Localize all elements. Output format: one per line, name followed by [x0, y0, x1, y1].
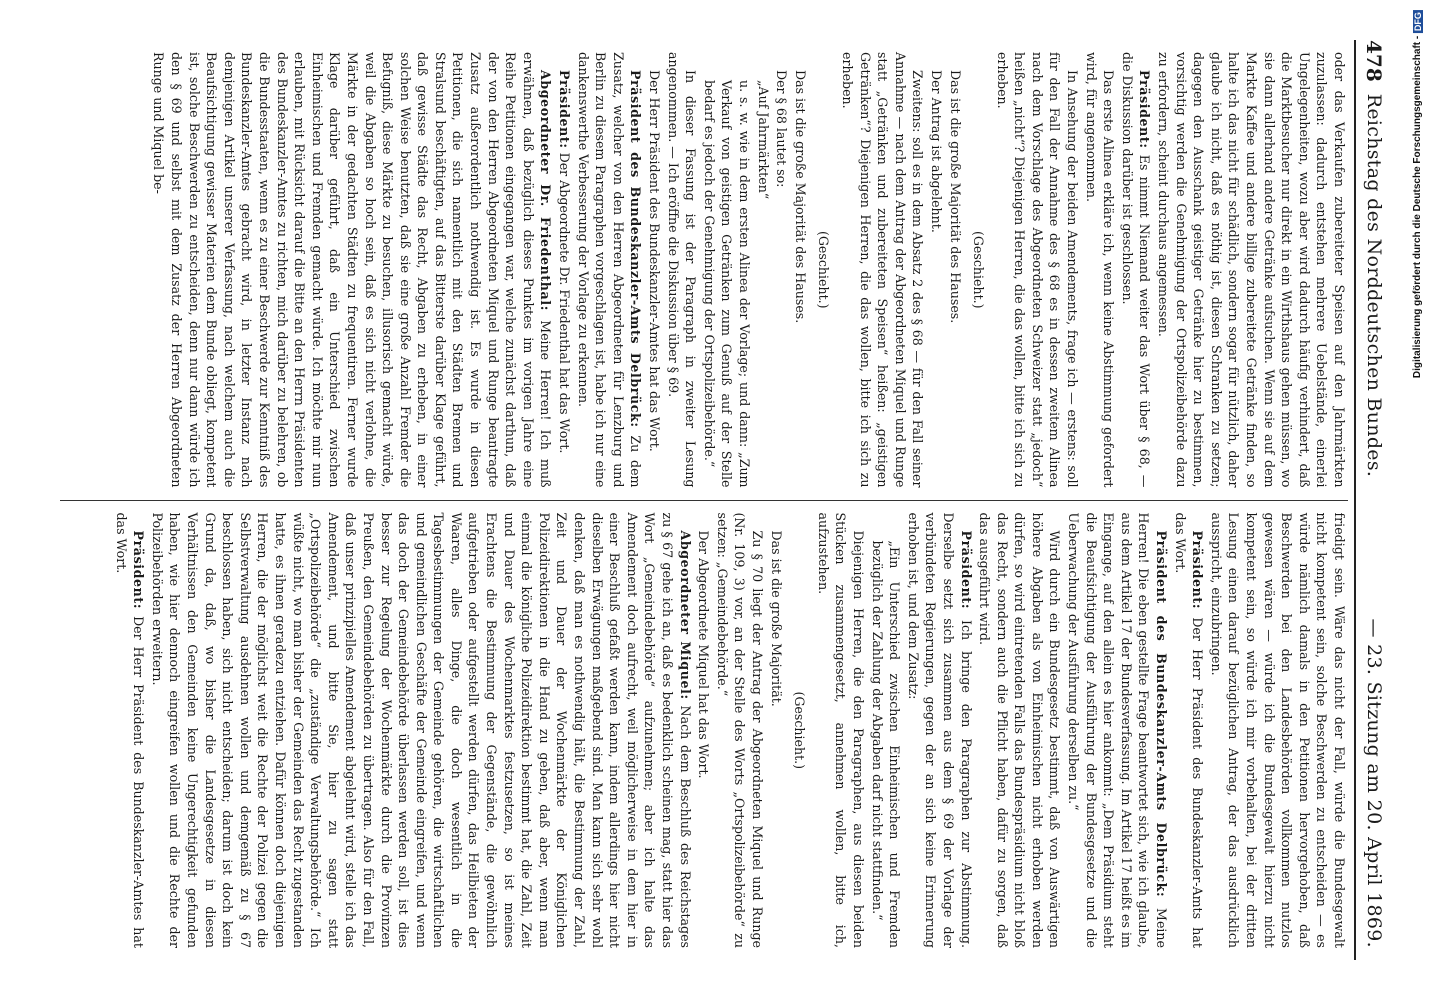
paragraph-text: Zweitens: soll es in dem Absatz 2 des § 68 — für den Fall seiner Annahme — nach dem Antrag der Abgeordneten Miquel und Runge statt „Getränken und zubereiteten Speisen“ heißen: „geistigen Getränken“? Diejenigen Herren, die das wollen, bitte ich sich zu erheben. — [839, 52, 926, 488]
paragraph — [1154, 52, 1348, 488]
paragraph-text: Der Herr Präsident des Bundeskanzler-Amtes hat das Wort. — [113, 512, 147, 948]
paragraph — [946, 52, 964, 488]
column-left — [60, 40, 1348, 500]
quoted-text — [868, 513, 903, 949]
paragraph-text: Zu § 70 liegt der Antrag der Abgeordneten Miquel und Runge (Nr. 109, 3) vor, an der Stelle des Worts „Ortspolizeibehörde“ zu setzen: „Gemeindebehörde.“ — [714, 512, 765, 948]
paragraph-text: Meine Herren! Die eben gestellte Frage beantwortet sich, wie ich glaube, aus dem Artikel 17 der Bundesverfassung. Im Artikel 17 heißt es im Eingange, auf den allein es hier ankommt: „Dem Präsidium steht die Beaufsichtigung der Ausführung der Bundesgesetze und die Ueberwachung der Ausführung derselben zu.“ — [1066, 512, 1170, 948]
paragraph — [574, 52, 644, 488]
paragraph-text: friedigt sein. Wäre das nicht der Fall, würde die Bundesgewalt nicht kompetent sein, solche Beschwerden zu entscheiden — es würde nämlich damals in den Petitionen hervorgehoben, daß Beschwerden bei den Landesbehörden vollkommen nutzlos gewesen wären — würde ich die Bundesgewalt hierzu nicht kompetent sein, so würde ich mir vorbehalten, bei der dritten Lesung einen darauf bezüglichen Antrag, der das ausdrücklich ausspricht, einzubringen. — [1208, 512, 1347, 948]
paragraph — [927, 52, 945, 488]
paragraph-text: Das erste Alinea erkläre ich, wenn keine Abstimmung gefordert wird, für angenommen. — [1083, 52, 1117, 488]
credit-label: Digitalisierung gefördert durch die Deutsche Forschungsgemeinschaft - — [1411, 35, 1423, 379]
paragraph — [767, 513, 785, 949]
paragraph-text: „Ein Unterschied zwischen Einheimischen und Fremden bezüglich der Zahlung der Abgaben darf nicht stattfinden.“ — [869, 540, 903, 948]
paragraph-text: (Geschieht.) — [792, 691, 808, 770]
paragraph-text: Der Abgeordnete Dr. Friedenthal hat das Wort. — [557, 152, 573, 454]
paragraph-text: (Geschieht.) — [971, 230, 987, 309]
paragraph — [555, 52, 573, 488]
paragraph — [713, 513, 766, 949]
stage-direction — [815, 52, 833, 488]
paragraph-text: Das ist die große Majorität des Hauses. — [947, 70, 963, 324]
speaker-name: Präsident: — [131, 530, 147, 610]
paragraph — [976, 513, 1064, 949]
paragraph — [148, 513, 693, 949]
paragraph-text: „Auf Jahrmärkten“ — [755, 80, 771, 200]
paragraph-text: Der Herr Präsident des Bundeskanzler-Amts hat das Wort. — [1172, 512, 1206, 948]
column-right — [60, 500, 1348, 961]
paragraph-text: Es nimmt Niemand weiter das Wort über § 68, — die Diskussion darüber ist geschlossen. — [1119, 52, 1153, 488]
paragraph-text: In dieser Fassung ist der Paragraph in zweiter Lesung angenommen. — Ich eröffne die Diskussion über § 69. — [665, 52, 699, 488]
speaker-name: Präsident: — [557, 70, 573, 149]
dfg-logo: DFG — [1412, 12, 1423, 31]
paragraph-text: Nach dem Beschluß des Reichstages zu § 67 gehe ich an, daß es bedenklich scheinen mag, statt hier das Wort „Gemeindebehörde“ aufzunehmen; aber ich halte das Amendement doch aufrecht, weil möglicherweise in dem hier in einer Beschluß gefaßt werden kann, indem allerdings hier nicht dieselben Erwägungen maßgebend sind. Man kann sich sehr wohl denken, daß man es nothwendig hält, die Bestimmung der Zahl, Zeit und Dauer der Wochenmärkte der Königlichen Polizeidirektionen in die Hand zu geben, daß aber, wenn man einmal die königliche Polizeidirektion bestimmt hat, die Zahl, Zeit und Dauer des Wochenmarktes festzusetzen, so ist meines Erachtens die Bestimmung der Gegenstände, die gewöhnlich aufgetrieben oder aufgestellt werden dürfen, das Heilbieten der Waaren, alles Dinge, die doch wesentlich in die Tagesbestimmungen der Gemeinde gehören, die wirtschaftlichen und gemeindlichen Geschäfte der Gemeinde eingreifen, und wenn das doch der Gemeindebehörde überlassen werden soll, ist dies besser zur Regelung der Wochenmärkte durch die Provinzen Preußen, den Gemeindebehörden zu übertragen. Also für den Fall, daß unser prinzipielles Amendement abgelehnt wird, stelle ich das Amendement, und bitte Sie, hier zu sagen statt „Ortspolizeibehörde“ die „zuständige Verwaltungsbehörde.“ Ich wüßte nicht, wo man bisher der Gemeinden das Recht zugestanden hatte, es ihnen geradezu entziehen. Dafür können doch diejenigen Herren, die der möglichst weit die Rechte der Polizei gegen die Selbstverwaltung ausdehnen wollen und demgemäß zu § 67 beschlossen haben, sich nicht entscheiden; darum ist doch kein Grund da, daß, wo bisher die Landesgesetze in diesen Verhältnissen den Gemeinden keine Ungerechtigkeit gefunden haben, wie hier dennoch eingreifen wollen und die Rechte der Polizeibehörden erweitern. — [149, 512, 693, 948]
paragraph-text: Der Herr Präsident des Bundeskanzler-Amtes hat das Wort. — [647, 70, 663, 452]
paragraph-text: Das ist die große Majorität des Hauses. — [792, 70, 808, 324]
paragraph — [1065, 513, 1171, 949]
text-columns — [60, 40, 1348, 960]
page-number: 478 — [1362, 40, 1386, 82]
paragraph-text: (Geschieht.) — [816, 230, 832, 309]
paragraph — [112, 513, 147, 949]
paragraph-text: u. s. w. wie in dem ersten Alinea der Vorlage; und dann: „Zum Verkauf von geistigen Getränken zum Genuß auf der Stelle bedarf es jedoch der Genehmigung der Ortspolizeibehörde.“ — [701, 80, 752, 488]
paragraph — [645, 52, 663, 488]
paragraph — [838, 52, 926, 488]
speaker-name: Präsident: — [1137, 70, 1153, 149]
speaker-name: Präsident des Bundeskanzler-Amts Delbrück: — [628, 70, 644, 428]
stage-direction — [791, 513, 809, 949]
page-header — [1354, 40, 1392, 960]
paragraph-text: In Ansehung der beiden Amendements, frage ich — erstens: soll für den Fall der Annahme des § 68 es in dessen zweitem Alinea nach dem Vorschlage des Abgeordneten Schweizer statt „jedoch“ heißen „nicht“? Diejenigen Herren, die das wollen, bitte ich sich zu erheben. — [994, 52, 1081, 488]
paragraph-text: Der § 68 lautet so: — [774, 70, 790, 188]
speaker-name: Präsident: — [958, 530, 974, 610]
credit-text — [1412, 10, 1423, 378]
speaker-name: Präsident: — [1190, 530, 1206, 610]
paragraph-text: Ich bringe den Paragraphen zur Abstimmung. Derselbe setzt sich zusammen aus dem § 69 der Vorlage der verbündeten Regierungen, gegen der an sich keine Erinnerung erhoben ist, und dem Zusatz: — [905, 512, 974, 948]
paragraph-text: Wird durch ein Bundesgesetz bestimmt, daß von Auswärtigen höhere Abgaben als von Einheimischen nicht erhoben werden dürfen, so wird eintretenden Falls das Bundespräsidium nicht bloß das Recht, sondern auch die Pflicht haben, dafür zu sorgen, daß das ausgeführt wird. — [977, 512, 1063, 948]
running-title-left: Reichstag des Norddeutschen Bundes. — [1363, 93, 1385, 478]
paragraph-text: Meine Herren! Ich muß erwähnen, daß bezüglich dieses Punktes im vorigen Jahre eine Reihe Petitionen eingegangen war, welche zunächst darthun, daß der von den Herren Abgeordneten Miquel und Runge beantragte Zusatz außerordentlich nothwendig ist. Es wurde in diesen Petitionen, die sich namentlich mit den Städten Bremen und Stralsund beschäftigten, auf das Bitterste darüber Klage geführt, daß gewisse Städte das Recht, Abgaben zu erheben, in einer solchen Weise benutzten, daß sie eine große Anzahl Fremder die Befugniß, diese Märkte zu besuchen, illusorisch gemacht würde, weil die Abgaben so hoch sein, daß es sich nicht verlohne, die Märkte in der gedachten Städten zu frequentiren. Ferner wurde Klage darüber geführt, daß ein Unterschied zwischen Einheimischen und Fremden gemacht würde. Ich möchte mir nun erlauben, mit Rücksicht darauf die Bitte an den Herrn Präsidenten des Bundeskanzler-Amtes zu richten, mich darüber zu belehren, ob die Bundesstaaten, wenn es zu einer Beschwerde zur Kenntniß des Bundeskanzler-Amtes gebracht wird, in letzter Instanz nach demjenigen Artikel unserer Verfassung, nach welchem auch die Beaufsichtigung gewisser Materien dem Bunde obliegt, kompetent ist, solche Beschwerden zu entscheiden, denn nur dann würde ich den § 69 und selbst mit dem Zusatz der Herren Abgeordneten Runge und Miquel be- — [151, 52, 554, 488]
paragraph — [993, 52, 1081, 488]
speaker-name: Abgeordneter Miquel: — [677, 530, 693, 700]
paragraph — [773, 52, 791, 488]
quoted-text — [754, 52, 772, 488]
paragraph — [1207, 513, 1348, 949]
paragraph-text: Der Antrag ist abgelehnt. — [928, 70, 944, 233]
speaker-name: Abgeordneter Dr. Friedenthal: — [538, 70, 554, 311]
paragraph — [1118, 52, 1153, 488]
paragraph-text: Der Abgeordnete Miquel hat das Wort. — [696, 530, 712, 779]
stage-direction — [970, 52, 988, 488]
paragraph — [791, 52, 809, 488]
paragraph — [150, 52, 555, 488]
digitization-credit — [1402, 0, 1432, 1000]
quoted-text — [700, 52, 753, 488]
paragraph-text: oder das Verkaufen zubereiteter Speisen auf den Jahrmärkten zuzulassen: dadurch entstehen mehrere Uebelstände, einerlei Ungelegenheiten, wozu aber wird dadurch häufig verhindert, daß die Marktbesucher nur direkt in ein Wirthshaus gehen müssen, wo sie dann allerhand andere Getränke aufsuchen. Wenn sie auf dem Markte Kaffee und andere billige zubereitete Getränke finden, so halte ich das nicht für schädlich, sondern sogar für nützlich, daher glaube ich nicht, daß es nöthig ist, diesen Schranken zu setzen; dagegen den Ausschank geistiger Getränke hier zu bestimmen, vorsichtig werden die Genehmigung der Ortspolizeibehörde dazu zu erfordern, scheint durchaus angemessen. — [1156, 52, 1347, 488]
paragraph-text: Das ist die große Majorität. — [768, 530, 784, 707]
paragraph — [664, 52, 699, 488]
paragraph — [814, 513, 867, 949]
paragraph-text: Zu dem Zusatz, welcher von den Herren Abgeordneten für Lenzburg und Berlin zu diesem Paragraphen vorgeschlagen ist, habe ich nur eine dankenswerthe Verbesserung der Vorlage zu erkennen. — [575, 52, 644, 488]
paragraph — [695, 513, 713, 949]
paragraph — [1171, 513, 1206, 949]
speaker-name: Präsident des Bundeskanzler-Amts Delbrück: — [1154, 530, 1170, 898]
paragraph-text: Diejenigen Herren, die den Paragraphen, aus diesen beiden Stücken zusammengesetzt, annehmen wollen, bitte ich, aufzustehen. — [815, 512, 866, 948]
paragraph — [1082, 52, 1117, 488]
running-title-right: — 23. Sitzung am 20. April 1869. — [1363, 618, 1385, 948]
paragraph — [904, 513, 974, 949]
